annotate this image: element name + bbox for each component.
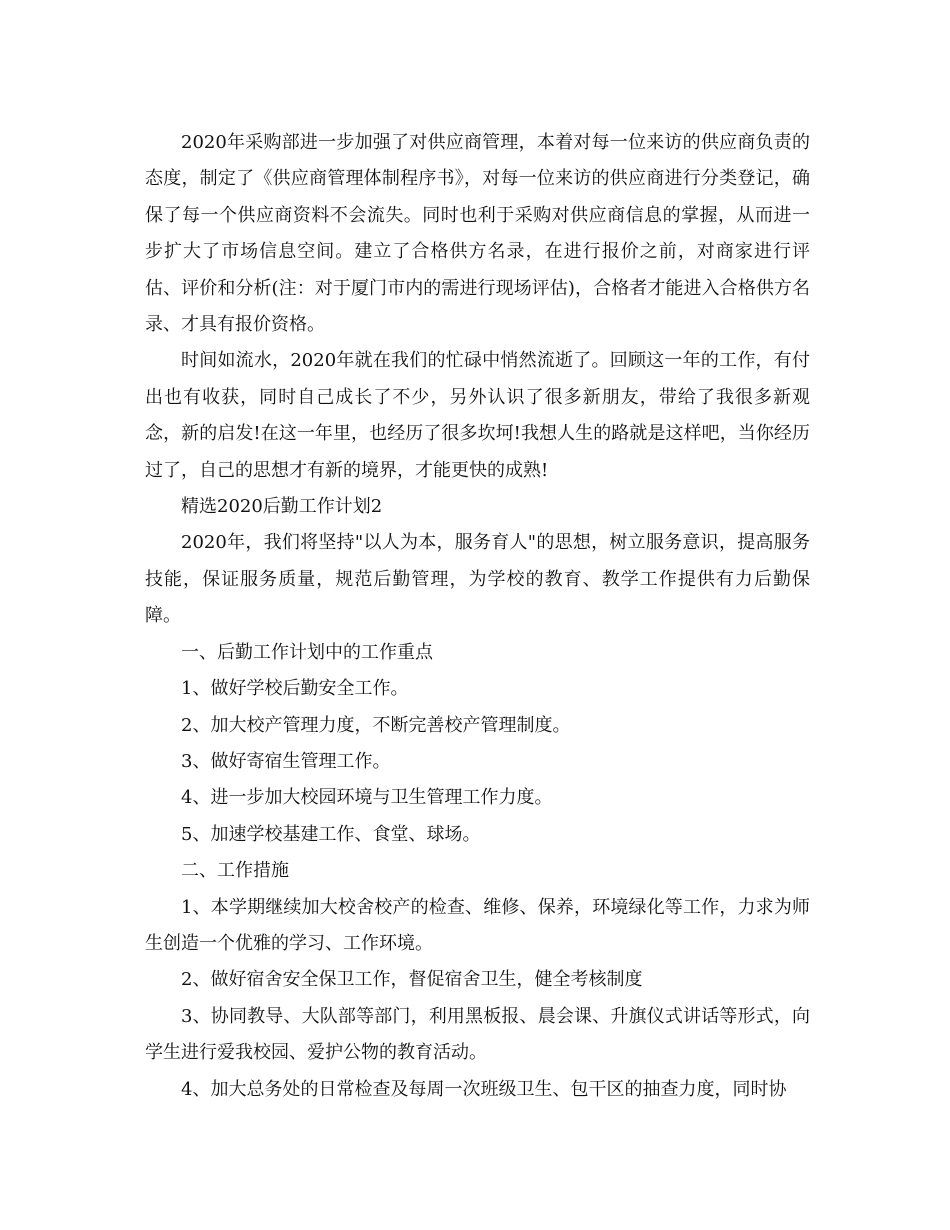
paragraph-intro: 2020年，我们将坚持"以人为本，服务育人"的思想，树立服务意识，提高服务技能，保证服务质量，规范后勤管理，为学校的教育、教学工作提供有力后勤保障。 [145, 532, 810, 627]
list-item: 1、做好学校后勤安全工作。 [181, 678, 409, 700]
list-item: 1、本学期继续加大校舍校产的检查、维修、保养，环境绿化等工作，力求为师生创造一个优雅的学习、工作环境。 [145, 896, 810, 954]
section-title: 精选2020后勤工作计划2 [181, 496, 383, 518]
list-item: 4、进一步加大校园环境与卫生管理工作力度。 [181, 787, 553, 809]
list-item: 4、加大总务处的日常检查及每周一次班级卫生、包干区的抽查力度，同时协 [181, 1078, 787, 1100]
list-item: 3、做好寄宿生管理工作。 [181, 750, 391, 772]
document-body [145, 125, 810, 1108]
paragraph-procurement: 2020年采购部进一步加强了对供应商管理，本着对每一位来访的供应商负责的态度，制定了《供应商管理体制程序书》，对每一位来访的供应商进行分类登记，确保了每一个供应商资料不会流失。同时也利于采购对供应商信息的掌握，从而进一步扩大了市场信息空间。建立了合格供方名录，在进行报价之前，对商家进行评估、评价和分析(注：对于厦门市内的需进行现场评估)，合格者才能进入合格供方名录、才具有报价资格。 [145, 132, 810, 336]
heading-key-points: 一、后勤工作计划中的工作重点 [181, 641, 433, 663]
list-item: 3、协同教导、大队部等部门，利用黑板报、晨会课、升旗仪式讲话等形式，向学生进行爱我校园、爱护公物的教育活动。 [145, 1005, 810, 1064]
list-item: 5、加速学校基建工作、食堂、球场。 [181, 823, 481, 845]
list-item: 2、做好宿舍安全保卫工作，督促宿舍卫生，健全考核制度 [181, 969, 643, 991]
paragraph-year-review: 时间如流水，2020年就在我们的忙碌中悄然流逝了。回顾这一年的工作，有付出也有收获，同时自己成长了不少，另外认识了很多新朋友，带给了我很多新观念，新的启发!在这一年里，也经历了很多坎坷!我想人生的路就是这样吧，当你经历过了，自己的思想才有新的境界，才能更快的成熟! [145, 350, 810, 481]
list-item: 2、加大校产管理力度，不断完善校产管理制度。 [181, 714, 571, 736]
heading-measures: 二、工作措施 [181, 860, 289, 882]
